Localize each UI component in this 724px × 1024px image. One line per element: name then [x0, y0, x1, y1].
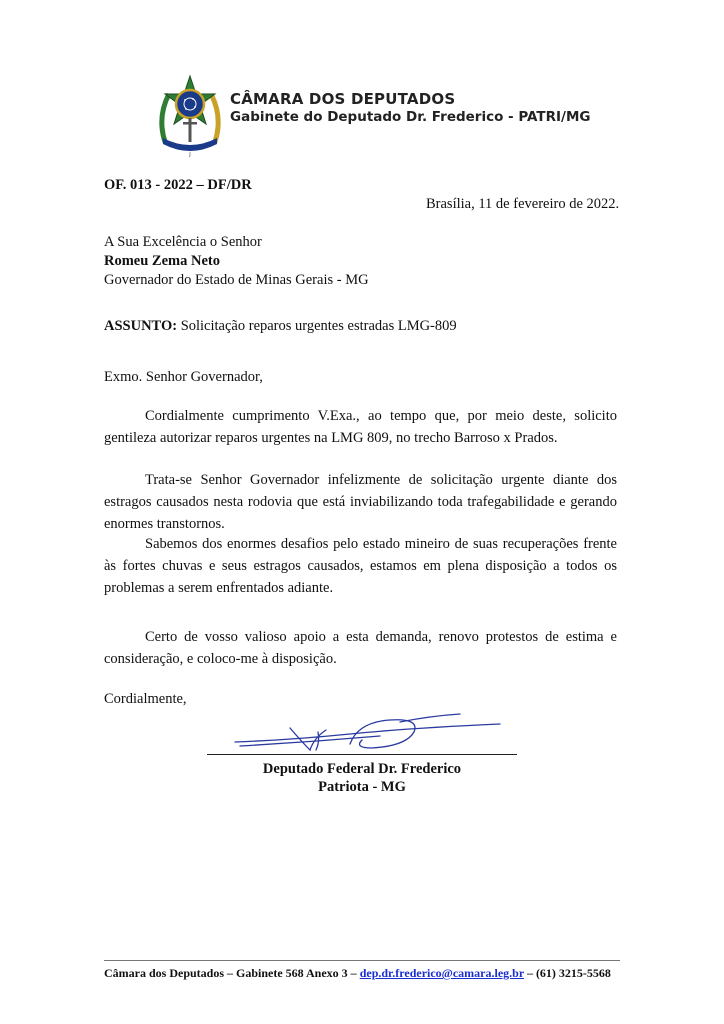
footer-phone: – (61) 3215-5568 — [523, 966, 611, 980]
footer-divider — [104, 960, 620, 961]
recipient-block — [104, 232, 369, 289]
subject-text: Solicitação reparos urgentes estradas LMG-809 — [177, 318, 457, 334]
signature-image — [230, 712, 510, 754]
footer-address: Câmara dos Deputados – Gabinete 568 Anexo 3 – — [104, 966, 360, 980]
footer-email-link[interactable]: dep.dr.frederico@camara.leg.br — [359, 966, 524, 980]
subject-line — [104, 316, 457, 336]
closing: Cordialmente, — [104, 691, 187, 707]
body-paragraph: Sabemos dos enormes desafios pelo estado mineiro de suas recuperações frente às fortes chuvas e seus estragos causados, estamos em plena disposição a todos os problemas a serem enfrentados adiante. — [104, 536, 617, 596]
signatory-name: Deputado Federal Dr. Frederico — [262, 761, 462, 777]
body-paragraph: Cordialmente cumprimento V.Exa., ao tempo que, por meio deste, solicito gentileza autorizar reparos urgentes na LMG 809, no trecho Barroso x Prados. — [104, 408, 617, 446]
body-paragraph: Trata-se Senhor Governador infelizmente de solicitação urgente diante dos estragos causados nesta rodovia que está inviabilizando toda trafegabilidade e gerando enormes transtornos. — [104, 472, 617, 532]
body-paragraph: Certo de vosso valioso apoio a esta demanda, renovo protestos de estima e consideração, e coloco-me à disposição. — [104, 629, 617, 667]
greeting: Exmo. Senhor Governador, — [104, 369, 263, 385]
recipient-title: Governador do Estado de Minas Gerais - MG — [104, 272, 369, 288]
letterhead-text — [230, 90, 591, 126]
coat-of-arms-icon — [155, 72, 225, 160]
document-date: Brasília, 11 de fevereiro de 2022. — [426, 196, 620, 212]
footer — [104, 966, 620, 981]
svg-text:J: J — [189, 152, 191, 158]
recipient-name: Romeu Zema Neto — [104, 253, 220, 269]
signature-line — [207, 754, 517, 755]
document-reference: OF. 013 - 2022 – DF/DR — [104, 177, 252, 193]
institution-name: CÂMARA DOS DEPUTADOS — [230, 90, 456, 108]
letterhead — [155, 72, 615, 162]
subject-label: ASSUNTO: — [104, 318, 178, 334]
recipient-salutation: A Sua Excelência o Senhor — [104, 234, 262, 250]
office-name: Gabinete do Deputado Dr. Frederico - PATRI/MG — [230, 109, 591, 125]
signatory-party: Patriota - MG — [318, 779, 406, 795]
